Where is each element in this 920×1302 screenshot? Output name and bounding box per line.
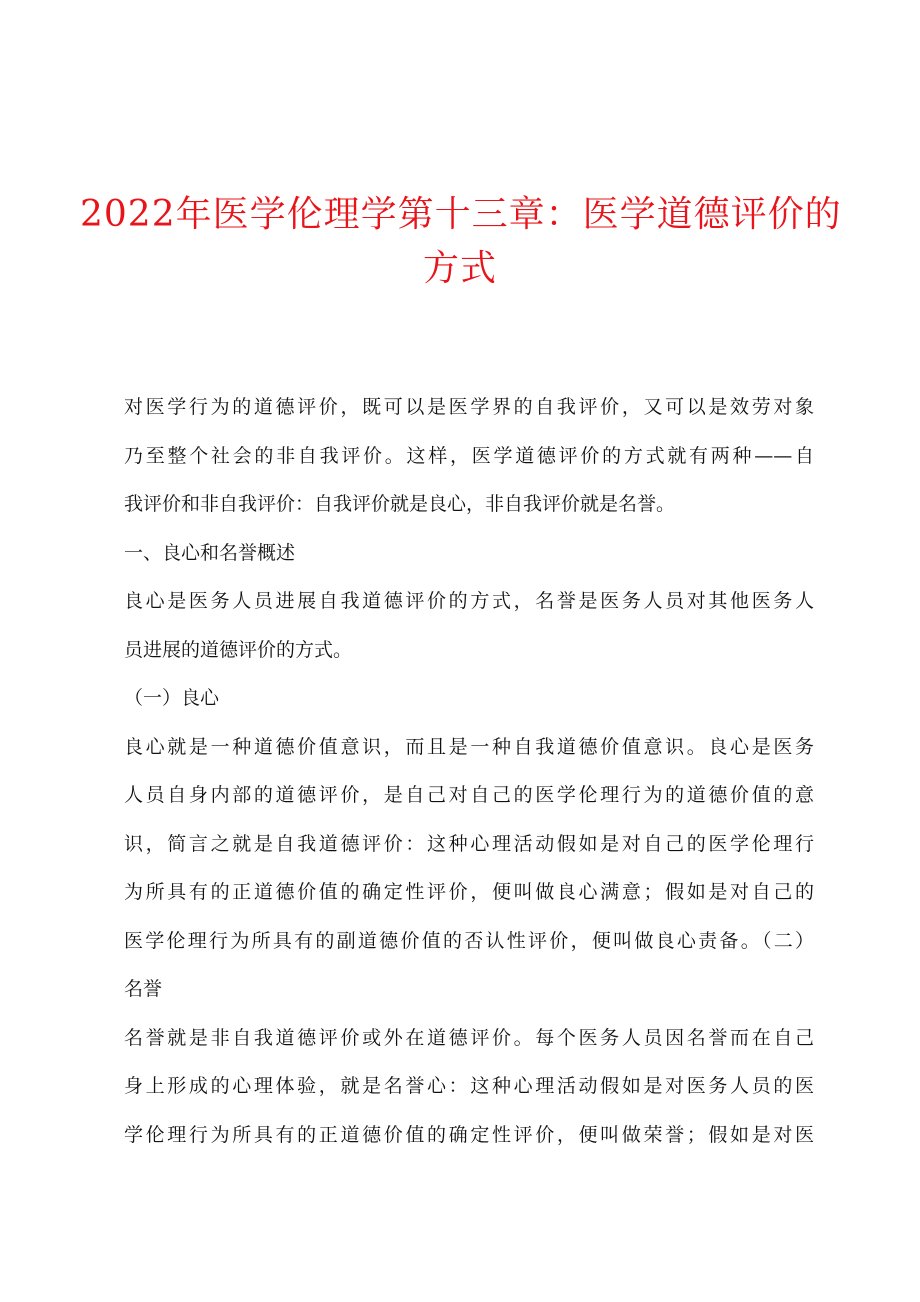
section-heading: 一、良心和名誉概述: [124, 541, 296, 564]
paragraph-honor-line-2: 身上形成的心理体验，就是名誉心：这种心理活动假如是对医务人员的医: [124, 1075, 814, 1097]
paragraph-intro-line-3: 我评价和非自我评价：自我评价就是良心，非自我评价就是名誉。: [124, 493, 676, 515]
paragraph-honor-line-3: 学伦理行为所具有的正道德价值的确定性评价，便叫做荣誉；假如是对医: [124, 1123, 814, 1146]
document-title: [80, 188, 840, 296]
document-body: [124, 383, 814, 1159]
paragraph-overview-line-2: 员进展的道德评价的方式。: [124, 638, 353, 661]
paragraph-intro-line-2: 乃至整个社会的非自我评价。这样，医学道德评价的方式就有两种——自: [124, 444, 814, 467]
paragraph-conscience-line-2: 人员自身内部的道德评价，是自己对自己的医学伦理行为的道德价值的意: [124, 784, 814, 806]
paragraph-intro-line-1: 对医学行为的道德评价，既可以是医学界的自我评价，又可以是效劳对象: [124, 396, 814, 418]
title-line-2: 方式: [422, 248, 497, 289]
paragraph-conscience-line-5: 医学伦理行为所具有的副道德价值的否认性评价，便叫做良心责备。（二）: [124, 929, 814, 952]
paragraph-honor-line-1: 名誉就是非自我道德评价或外在道德评价。每个医务人员因名誉而在自己: [124, 1026, 814, 1049]
subsection-heading-conscience: （一）良心: [124, 687, 220, 709]
paragraph-conscience-line-3: 识，简言之就是自我道德评价：这种心理活动假如是对自己的医学伦理行: [124, 832, 814, 855]
paragraph-conscience-line-1: 良心就是一种道德价值意识，而且是一种自我道德价值意识。良心是医务: [124, 735, 814, 758]
title-line-1: 2022年医学伦理学第十三章：医学道德评价的: [80, 194, 842, 235]
subsection-heading-honor: 名誉: [124, 978, 163, 1000]
paragraph-conscience-line-4: 为所具有的正道德价值的确定性评价，便叫做良心满意；假如是对自己的: [124, 881, 814, 903]
paragraph-overview-line-1: 良心是医务人员进展自我道德评价的方式，名誉是医务人员对其他医务人: [124, 590, 814, 612]
